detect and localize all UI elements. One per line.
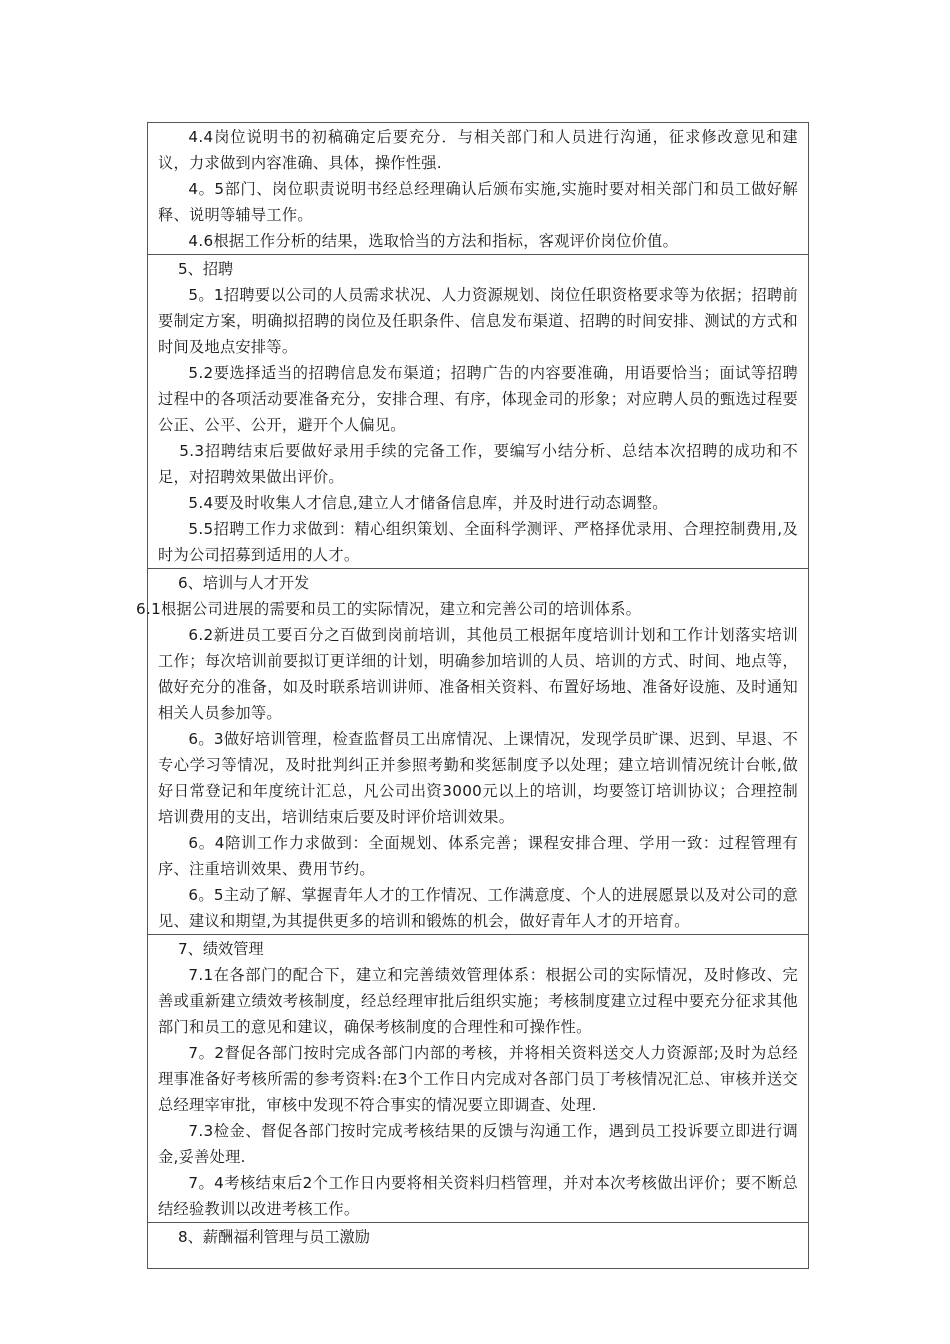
paragraph: 6。4陪训工作力求做到：全面规划、体系完善；课程安排合理、学用一致：过程管理有序、注重培训效果、费用节约。 (158, 834, 798, 878)
empty-space (158, 1250, 798, 1268)
paragraph: 4.6根据工作分析的结果，选取恰当的方法和指标，客观评价岗位价值。 (188, 232, 679, 250)
paragraph: 6.2新进员工要百分之百做到岗前培训，其他员工根据年度培训计划和工作计划落实培训工作；每次培训前要拟订更详细的计划，明确参加培训的人员、培训的方式、时间、地点等，做好充分的准备，如及时联系培训讲师、准备相关资料、布置好场地、准备好设施、及时通知相关人员参加等。 (158, 626, 798, 722)
document-table (136, 122, 809, 1269)
paragraph: 4。5部门、岗位职责说明书经总经理确认后颁布实施,实施时要对相关部门和员工做好解释、说明等辅导工作。 (158, 180, 798, 224)
paragraph: 5。1招聘要以公司的人员需求状况、人力资源规划、岗位任职资格要求等为依据；招聘前要制定方案，明确拟招聘的岗位及任职条件、信息发布渠道、招聘的时间安排、测试的方式和时间及地点安排等。 (158, 286, 798, 356)
paragraph: 5.3招聘结束后要做好录用手续的完备工作，要编写小结分析、总结本次招聘的成功和不足，对招聘效果做出评价。 (158, 442, 798, 486)
section-heading: 8、薪酬福利管理与员工激励 (178, 1228, 370, 1246)
paragraph: 5.2要选择适当的招聘信息发布渠道；招聘广告的内容要准确，用语要恰当；面试等招聘过程中的各项活动要准备充分，安排合理、有序，体现金司的形象；对应聘人员的甄选过程要公正、公平、公开，避开个人偏见。 (158, 364, 798, 434)
section-recruitment (148, 255, 808, 569)
paragraph: 7.1在各部门的配合下，建立和完善绩效管理体系：根据公司的实际情况，及时修改、完善或重新建立绩效考核制度，经总经理审批后组织实施；考核制度建立过程中要充分征求其他部门和员工的意见和建议，确保考核制度的合理性和可操作性。 (158, 966, 798, 1036)
paragraph: 6。5主动了解、掌握青年人才的工作情况、工作满意度、个人的进展愿景以及对公司的意见、建议和期望,为其提供更多的培训和锻炼的机会，做好青年人才的开培育。 (158, 886, 798, 930)
section-performance (148, 935, 808, 1223)
paragraph: 5.4要及时收集人才信息,建立人才储备信息库，并及时进行动态调整。 (188, 494, 668, 512)
section-compensation (148, 1223, 808, 1268)
section-heading: 6、培训与人才开发 (178, 574, 310, 592)
paragraph: 5.5招聘工作力求做到：精心组织策划、全面科学测评、严格择优录用、合理控制费用,及时为公司招募到适用的人才。 (158, 520, 798, 564)
paragraph: 6.1根据公司进展的需要和员工的实际情况，建立和完善公司的培训体系。 (136, 600, 642, 618)
section-heading: 5、招聘 (178, 260, 234, 278)
paragraph: 4.4岗位说明书的初稿确定后要充分．与相关部门和人员进行沟通，征求修改意见和建议，力求做到内容准确、具体，操作性强. (158, 128, 798, 172)
section-training (136, 569, 808, 935)
section-job-description (148, 123, 808, 255)
paragraph: 7。4考核结束后2个工作日内要将相关资料归档管理，并对本次考核做出评价；要不断总结经验教训以改进考核工作。 (158, 1174, 798, 1218)
section-heading: 7、绩效管理 (178, 940, 264, 958)
paragraph: 6。3做好培训管理，检查监督员工出席情况、上课情况，发现学员旷课、迟到、早退、不专心学习等情况，及时批判纠正并参照考勤和奖惩制度予以处理；建立培训情况统计台帐,做好日常登记和年度统计汇总，凡公司出资3000元以上的培训，均要签订培训协议；合理控制培训费用的支出，培训结束后要及时评价培训效果。 (158, 730, 798, 826)
paragraph: 7.3检金、督促各部门按时完成考核结果的反馈与沟通工作，遇到员工投诉要立即进行调金,妥善处理. (158, 1122, 798, 1166)
paragraph: 7。2督促各部门按时完成各部门内部的考核，并将相关资料送交人力资源部;及时为总经理事准备好考核所需的参考资料:在3个工作日内完成对各部门员丁考核情况汇总、审核并送交总经理宰审批，审核中发现不符合事实的情况要立即调查、处理. (158, 1044, 798, 1114)
